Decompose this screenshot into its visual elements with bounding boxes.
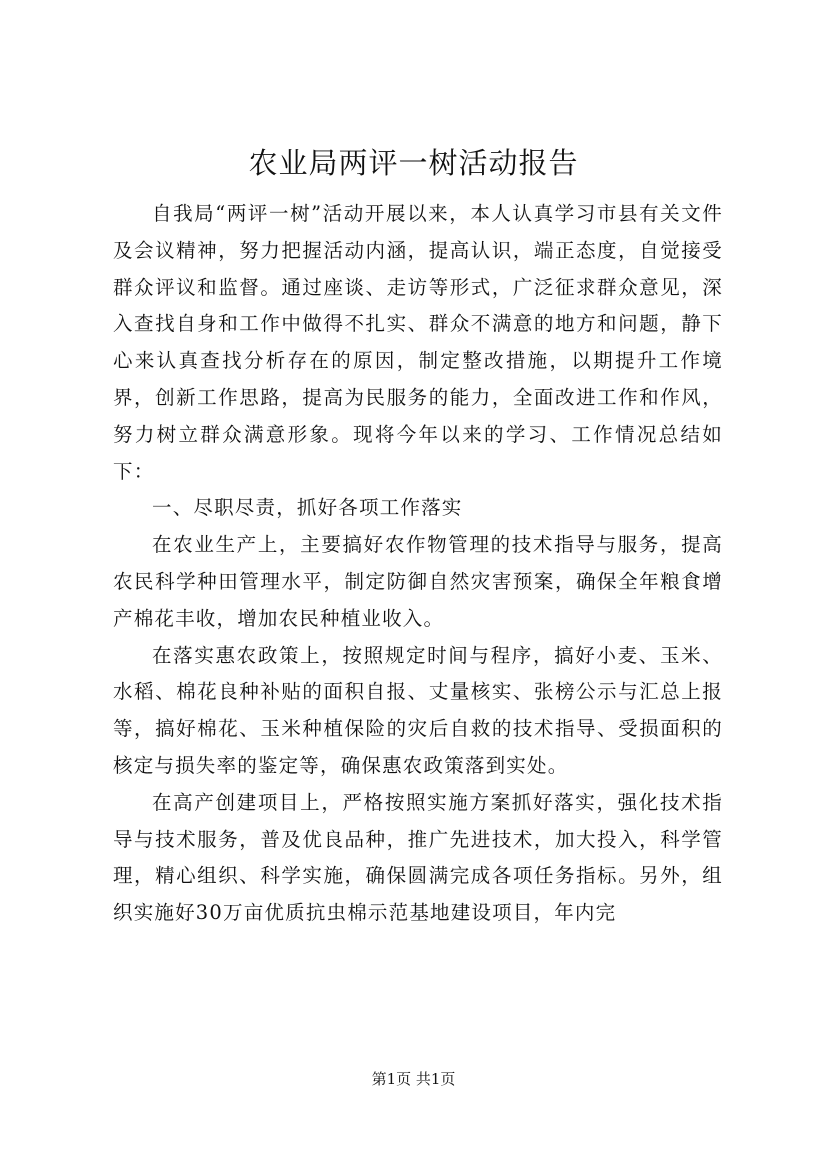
- page-footer: 第1页 共1页: [371, 1070, 456, 1088]
- paragraph-intro: 自我局“两评一树”活动开展以来，本人认真学习市县有关文件及会议精神，努力把握活动内涵，提高认识，端正态度，自觉接受群众评议和监督。通过座谈、走访等形式，广泛征求群众意见，深入查找自身和工作中做得不扎实、群众不满意的地方和问题，静下心来认真查找分析存在的原因，制定整改措施，以期提升工作境界，创新工作思路，提高为民服务的能力，全面改进工作和作风，努力树立群众满意形象。现将今年以来的学习、工作情况总结如下：: [113, 202, 723, 483]
- section-heading: 一、尽职尽责，抓好各项工作落实: [152, 496, 463, 520]
- paragraph-agriculture-production: 在农业生产上，主要搞好农作物管理的技术指导与服务，提高农民科学种田管理水平，制定防御自然灾害预案，确保全年粮食增产棉花丰收，增加农民种植业收入。: [113, 533, 723, 630]
- document-body: [113, 196, 723, 932]
- document-title: 农业局两评一树活动报告: [248, 146, 579, 180]
- paragraph-policy-implementation: 在落实惠农政策上，按照规定时间与程序，搞好小麦、玉米、水稻、棉花良种补贴的面积自报、丈量核实、张榜公示与汇总上报等，搞好棉花、玉米种植保险的灾后自救的技术指导、受损面积的核定与损失率的鉴定等，确保惠农政策落到实处。: [113, 643, 723, 777]
- paragraph-high-yield-project: 在高产创建项目上，严格按照实施方案抓好落实，强化技术指导与技术服务，普及优良品种，推广先进技术，加大投入，科学管理，精心组织、科学实施，确保圆满完成各项任务指标。另外，组织实施好30万亩优质抗虫棉示范基地建设项目，年内完: [113, 790, 723, 925]
